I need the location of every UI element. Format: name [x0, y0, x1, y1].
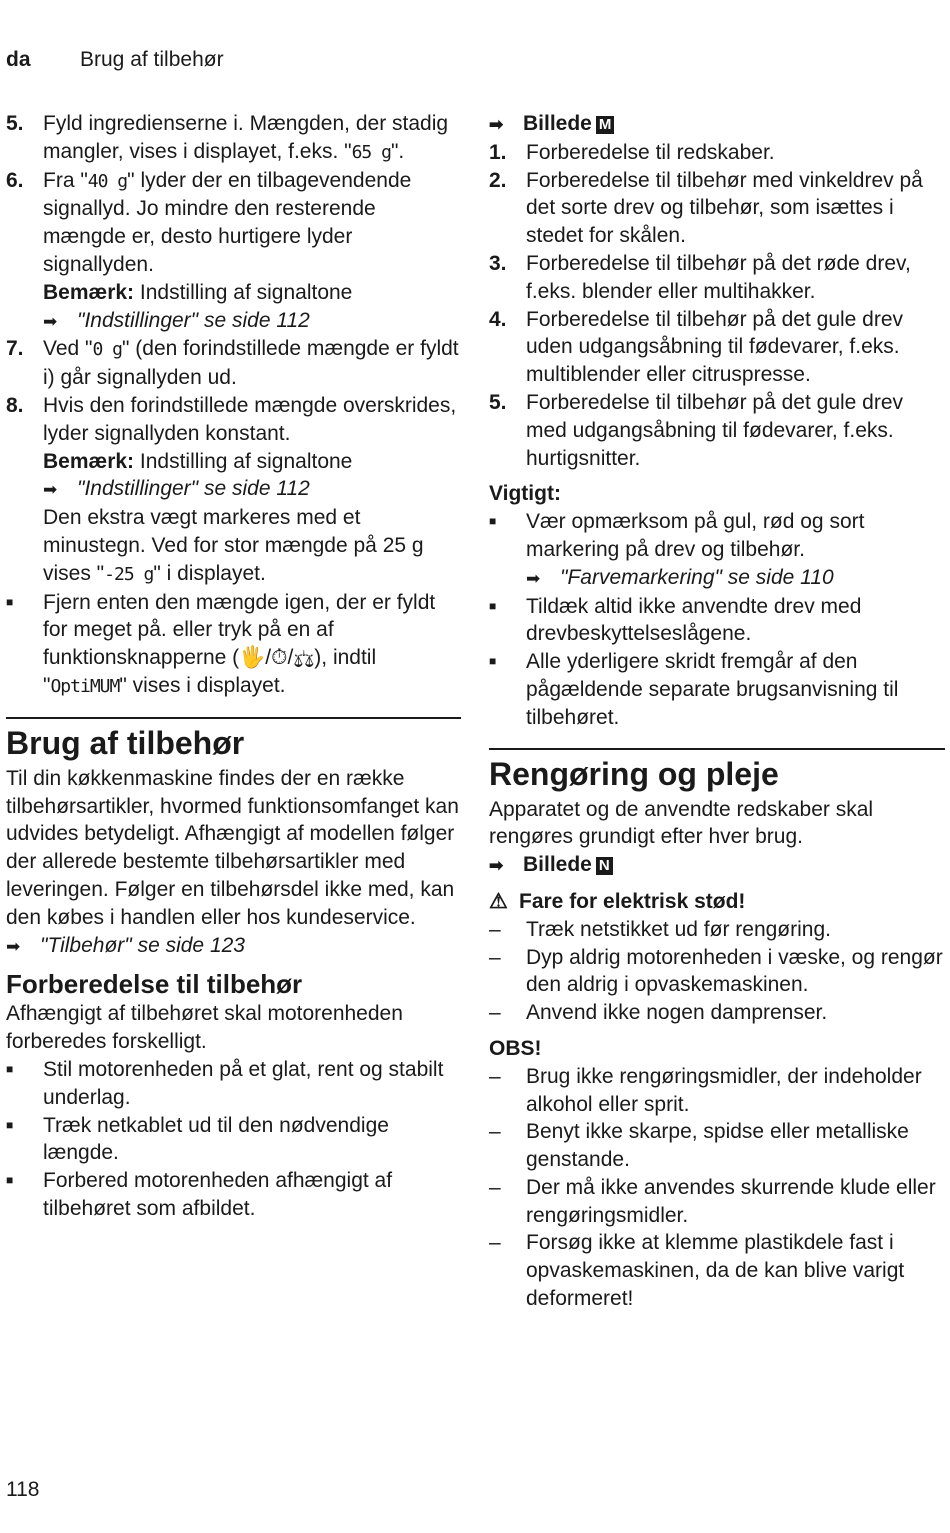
step-text: Forberedelse til tilbehør på det røde drev, f.eks. blender eller multihakker. [526, 251, 911, 303]
dash-item [489, 1063, 945, 1119]
step-number: 4. [489, 307, 507, 331]
page-number: 118 [6, 1478, 40, 1501]
bullet-item [6, 1167, 461, 1223]
bullet-item [6, 1112, 461, 1168]
step-text: " lyder der en tilbagevendende signallyd. Jo mindre den resterende mængde er, desto hurtigere lyder signallyden. [43, 168, 412, 276]
figure-reference [489, 110, 945, 139]
bullet-item [6, 1056, 461, 1112]
step-text: " (den forindstillede mængde er fyldt i) går signallyden ud. [43, 337, 459, 390]
dash-item [489, 999, 945, 1027]
subsection-text: Afhængigt af tilbehøret skal motorenheden forberedes forskelligt. [6, 1002, 403, 1054]
note-text: Indstilling af signaltone [134, 449, 353, 473]
dash-text: Dyp aldrig motorenheden i væske, og rengør den aldrig i opvaskemaskinen. [526, 945, 943, 997]
display-value: 40 g [87, 170, 128, 192]
bullet-text: Forbered motorenheden afhængigt af tilbehøret som afbildet. [43, 1169, 393, 1220]
bullet-text: Alle yderligere skridt fremgår af den pågældende separate brugsanvisning til tilbehøret. [526, 650, 899, 729]
display-value: -25 g [104, 563, 154, 585]
step-3 [489, 250, 945, 306]
dash-text: Anvend ikke nogen damprenser. [526, 1001, 828, 1025]
arrow-right-icon: ➡ [6, 936, 21, 956]
dash-bullet: – [489, 1064, 501, 1088]
bullet-text: Vær opmærksom på gul, rød og sort markering på drev og tilbehør. [526, 510, 865, 561]
language-code: da [6, 48, 31, 71]
display-value: 65 g [351, 141, 391, 163]
step-number: 6. [6, 168, 24, 192]
bullet-text: " vises i displayet. [119, 673, 286, 697]
dash-item [489, 944, 945, 1000]
section-title: Rengøring og pleje [489, 748, 945, 794]
note-label: Bemærk: [43, 280, 135, 304]
note-label: Bemærk: [43, 449, 135, 473]
square-bullet-icon: ■ [6, 1061, 14, 1076]
step-4 [489, 306, 945, 389]
note-text: Indstilling af signaltone [134, 280, 353, 304]
figure-reference [489, 851, 945, 880]
section-intro: Til din køkkenmaskine findes der en række tilbehørsartikler, hvormed funktionsomfanget kan udvides betydeligt. Afhængigt af modellen følger der allerede bestemte tilbehørsartikler med leveringen. Følger en tilbehørsdel ikke med, kan den købes i handlen eller hos kundeservice. [6, 766, 459, 929]
step-number: 1. [489, 140, 507, 164]
section-intro: Apparatet og de anvendte redskaber skal rengøres grundigt efter hver brug. [489, 797, 874, 849]
arrow-right-icon: ➡ [526, 568, 541, 588]
step-text: Forberedelse til tilbehør med vinkeldrev på det sorte drev og tilbehør, som isættes i stedet for skålen. [526, 168, 923, 248]
step-text: Forberedelse til redskaber. [526, 140, 775, 164]
square-bullet-icon: ■ [6, 1173, 14, 1188]
step-2 [489, 167, 945, 250]
step-number: 8. [6, 393, 24, 417]
step-number: 7. [6, 337, 24, 361]
arrow-right-icon: ➡ [43, 480, 58, 500]
cross-reference: "Farvemarkering" se side 110 [560, 565, 834, 589]
figure-label: Billede [523, 853, 592, 877]
dash-bullet: – [489, 917, 501, 941]
step-text: Ved " [43, 337, 93, 361]
bullet-text: Træk netkablet ud til den nødvendige længde. [43, 1113, 389, 1165]
step-5 [489, 389, 945, 472]
dash-bullet: – [489, 1001, 501, 1025]
square-bullet-icon: ■ [6, 594, 14, 609]
figure-letter-badge: M [596, 116, 615, 134]
step-text: Forberedelse til tilbehør på det gule drev med udgangsåbning til fødevarer, f.eks. hurtigsnitter. [526, 390, 904, 470]
dash-item [489, 1229, 945, 1312]
display-value: OptiMUM [50, 675, 120, 697]
square-bullet-icon: ■ [489, 514, 497, 529]
cross-reference: "Indstillinger" se side 112 [77, 477, 310, 501]
square-bullet-icon: ■ [489, 654, 497, 669]
arrow-right-icon: ➡ [489, 856, 504, 876]
dash-text: Forsøg ikke at klemme plastikdele fast i opvaskemaskinen, da de kan blive varigt deformeret! [526, 1231, 905, 1311]
bullet-text: Fjern enten den mængde igen, der er fyldt for meget på. eller tryk på en af funktionsknapperne ( [43, 590, 436, 670]
dash-text: Træk netstikket ud før rengøring. [526, 917, 831, 941]
dash-item [489, 916, 945, 944]
bullet-item [489, 593, 945, 649]
dash-text: Benyt ikke skarpe, spidse eller metalliske genstande. [526, 1120, 909, 1172]
step-text: " i displayet. [153, 561, 266, 585]
step-text: Hvis den forindstillede mængde overskrides, lyder signallyden konstant. [43, 393, 457, 445]
warning-title: Fare for elektrisk stød! [519, 889, 746, 913]
square-bullet-icon: ■ [6, 1117, 14, 1132]
dash-bullet: – [489, 945, 501, 969]
step-number: 5. [6, 112, 24, 135]
header-title: Brug af tilbehør [80, 48, 224, 71]
dash-bullet: – [489, 1120, 501, 1144]
display-value: 0 g [92, 339, 123, 361]
bullet-item [489, 508, 945, 592]
dash-text: Der må ikke anvendes skurrende klude eller rengøringsmidler. [526, 1175, 936, 1227]
step-text: Fra " [43, 168, 88, 192]
dash-item [489, 1174, 945, 1230]
section-title: Brug af tilbehør [6, 717, 461, 763]
bullet-text: Tildæk altid ikke anvendte drev med drevbeskyttelseslågene. [526, 594, 862, 646]
subsection-title: Forberedelse til tilbehør [6, 969, 303, 1000]
step-text: Forberedelse til tilbehør på det gule drev uden udgangsåbning til fødevarer, f.eks. multiblender eller citruspresse. [526, 307, 904, 387]
bullet-text: Stil motorenheden på et glat, rent og stabilt underlag. [43, 1057, 444, 1109]
right-column [489, 110, 945, 1313]
cross-reference: "Indstillinger" se side 112 [77, 308, 310, 332]
dash-text: Brug ikke rengøringsmidler, der indeholder alkohol eller sprit. [526, 1064, 922, 1116]
step-7 [6, 335, 461, 392]
arrow-right-icon: ➡ [489, 115, 504, 134]
step-text: Fyld ingredienserne i. Mængden, der stadig mangler, vises i displayet, f.eks. " [43, 112, 449, 163]
bullet-text: ), indtil " [43, 646, 377, 697]
dash-bullet: – [489, 1175, 501, 1199]
intro-reference [6, 932, 461, 961]
warning-triangle-icon: ⚠ [489, 889, 508, 913]
figure-letter-badge: N [596, 857, 613, 875]
step-5 [6, 110, 461, 167]
bullet-item [489, 648, 945, 731]
left-column [6, 110, 461, 1223]
step-1 [489, 139, 945, 167]
step-8 [6, 392, 461, 589]
page-header [6, 48, 224, 72]
square-bullet-icon: ■ [489, 598, 497, 613]
step-number: 5. [489, 390, 507, 414]
step-6 [6, 167, 461, 336]
obs-label: OBS! [489, 1036, 542, 1060]
bullet-item [6, 589, 461, 701]
step-text: Den ekstra vægt markeres med et minustegn. Ved for stor mængde på 25 g vises " [43, 506, 424, 585]
figure-label: Billede [523, 112, 592, 135]
step-number: 2. [489, 168, 507, 192]
function-button-icons: 🖐/⏱/⚖ [239, 646, 315, 670]
step-number: 3. [489, 251, 507, 275]
dash-item [489, 1118, 945, 1174]
cross-reference: "Tilbehør" se side 123 [40, 933, 245, 957]
arrow-right-icon: ➡ [43, 311, 58, 331]
step-text-end: ". [390, 139, 405, 163]
dash-bullet: – [489, 1231, 501, 1255]
important-label: Vigtigt: [489, 482, 561, 506]
warning-heading [489, 888, 945, 916]
